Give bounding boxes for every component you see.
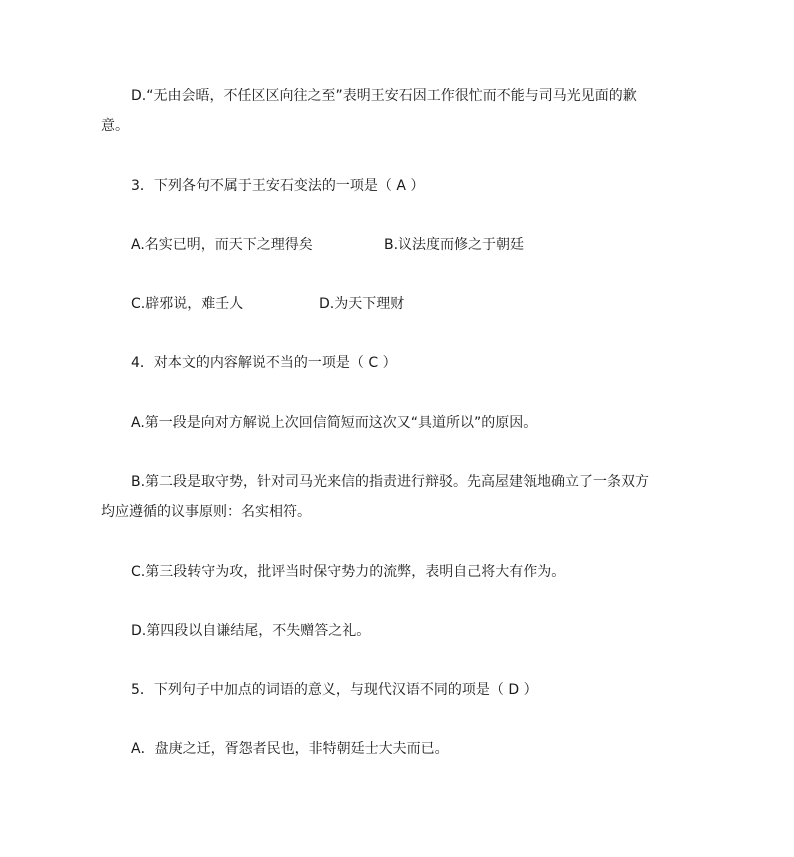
question-4-option-d: D.第四段以自谦结尾，不失赠答之礼。 xyxy=(131,623,371,639)
question-3-option-d: D.为天下理财 xyxy=(319,296,405,312)
option-d-statement-line2: 意。 xyxy=(101,118,129,134)
option-d-statement-line1: D.“无由会晤，不任区区向往之至”表明王安石因工作很忙而不能与司马光见面的歉 xyxy=(131,88,637,104)
question-3-option-a: A.名实已明，而天下之理得矣 xyxy=(131,237,313,253)
question-4-stem: 4．对本文的内容解说不当的一项是（ C ） xyxy=(131,355,397,371)
question-4-option-a: A.第一段是向对方解说上次回信简短而这次又“具道所以”的原因。 xyxy=(131,415,538,431)
question-4-option-c: C.第三段转守为攻，批评当时保守势力的流弊，表明自己将大有作为。 xyxy=(131,564,566,580)
question-5-stem: 5．下列句子中加点的词语的意义，与现代汉语不同的项是（ D ） xyxy=(131,682,538,698)
question-3-option-b: B.议法度而修之于朝廷 xyxy=(384,237,525,253)
question-3-option-c: C.辟邪说，难壬人 xyxy=(131,296,244,312)
question-4-option-b-line2: 均应遵循的议事原则：名实相符。 xyxy=(101,504,311,520)
question-3-stem: 3．下列各句不属于王安石变法的一项是（ A ） xyxy=(131,178,425,194)
question-5-option-a: A．盘庚之迁，胥怨者民也，非特朝廷士大夫而已。 xyxy=(131,741,449,757)
question-4-option-b-line1: B.第二段是取守势，针对司马光来信的指责进行辩驳。先高屋建瓴地确立了一条双方 xyxy=(131,474,650,490)
